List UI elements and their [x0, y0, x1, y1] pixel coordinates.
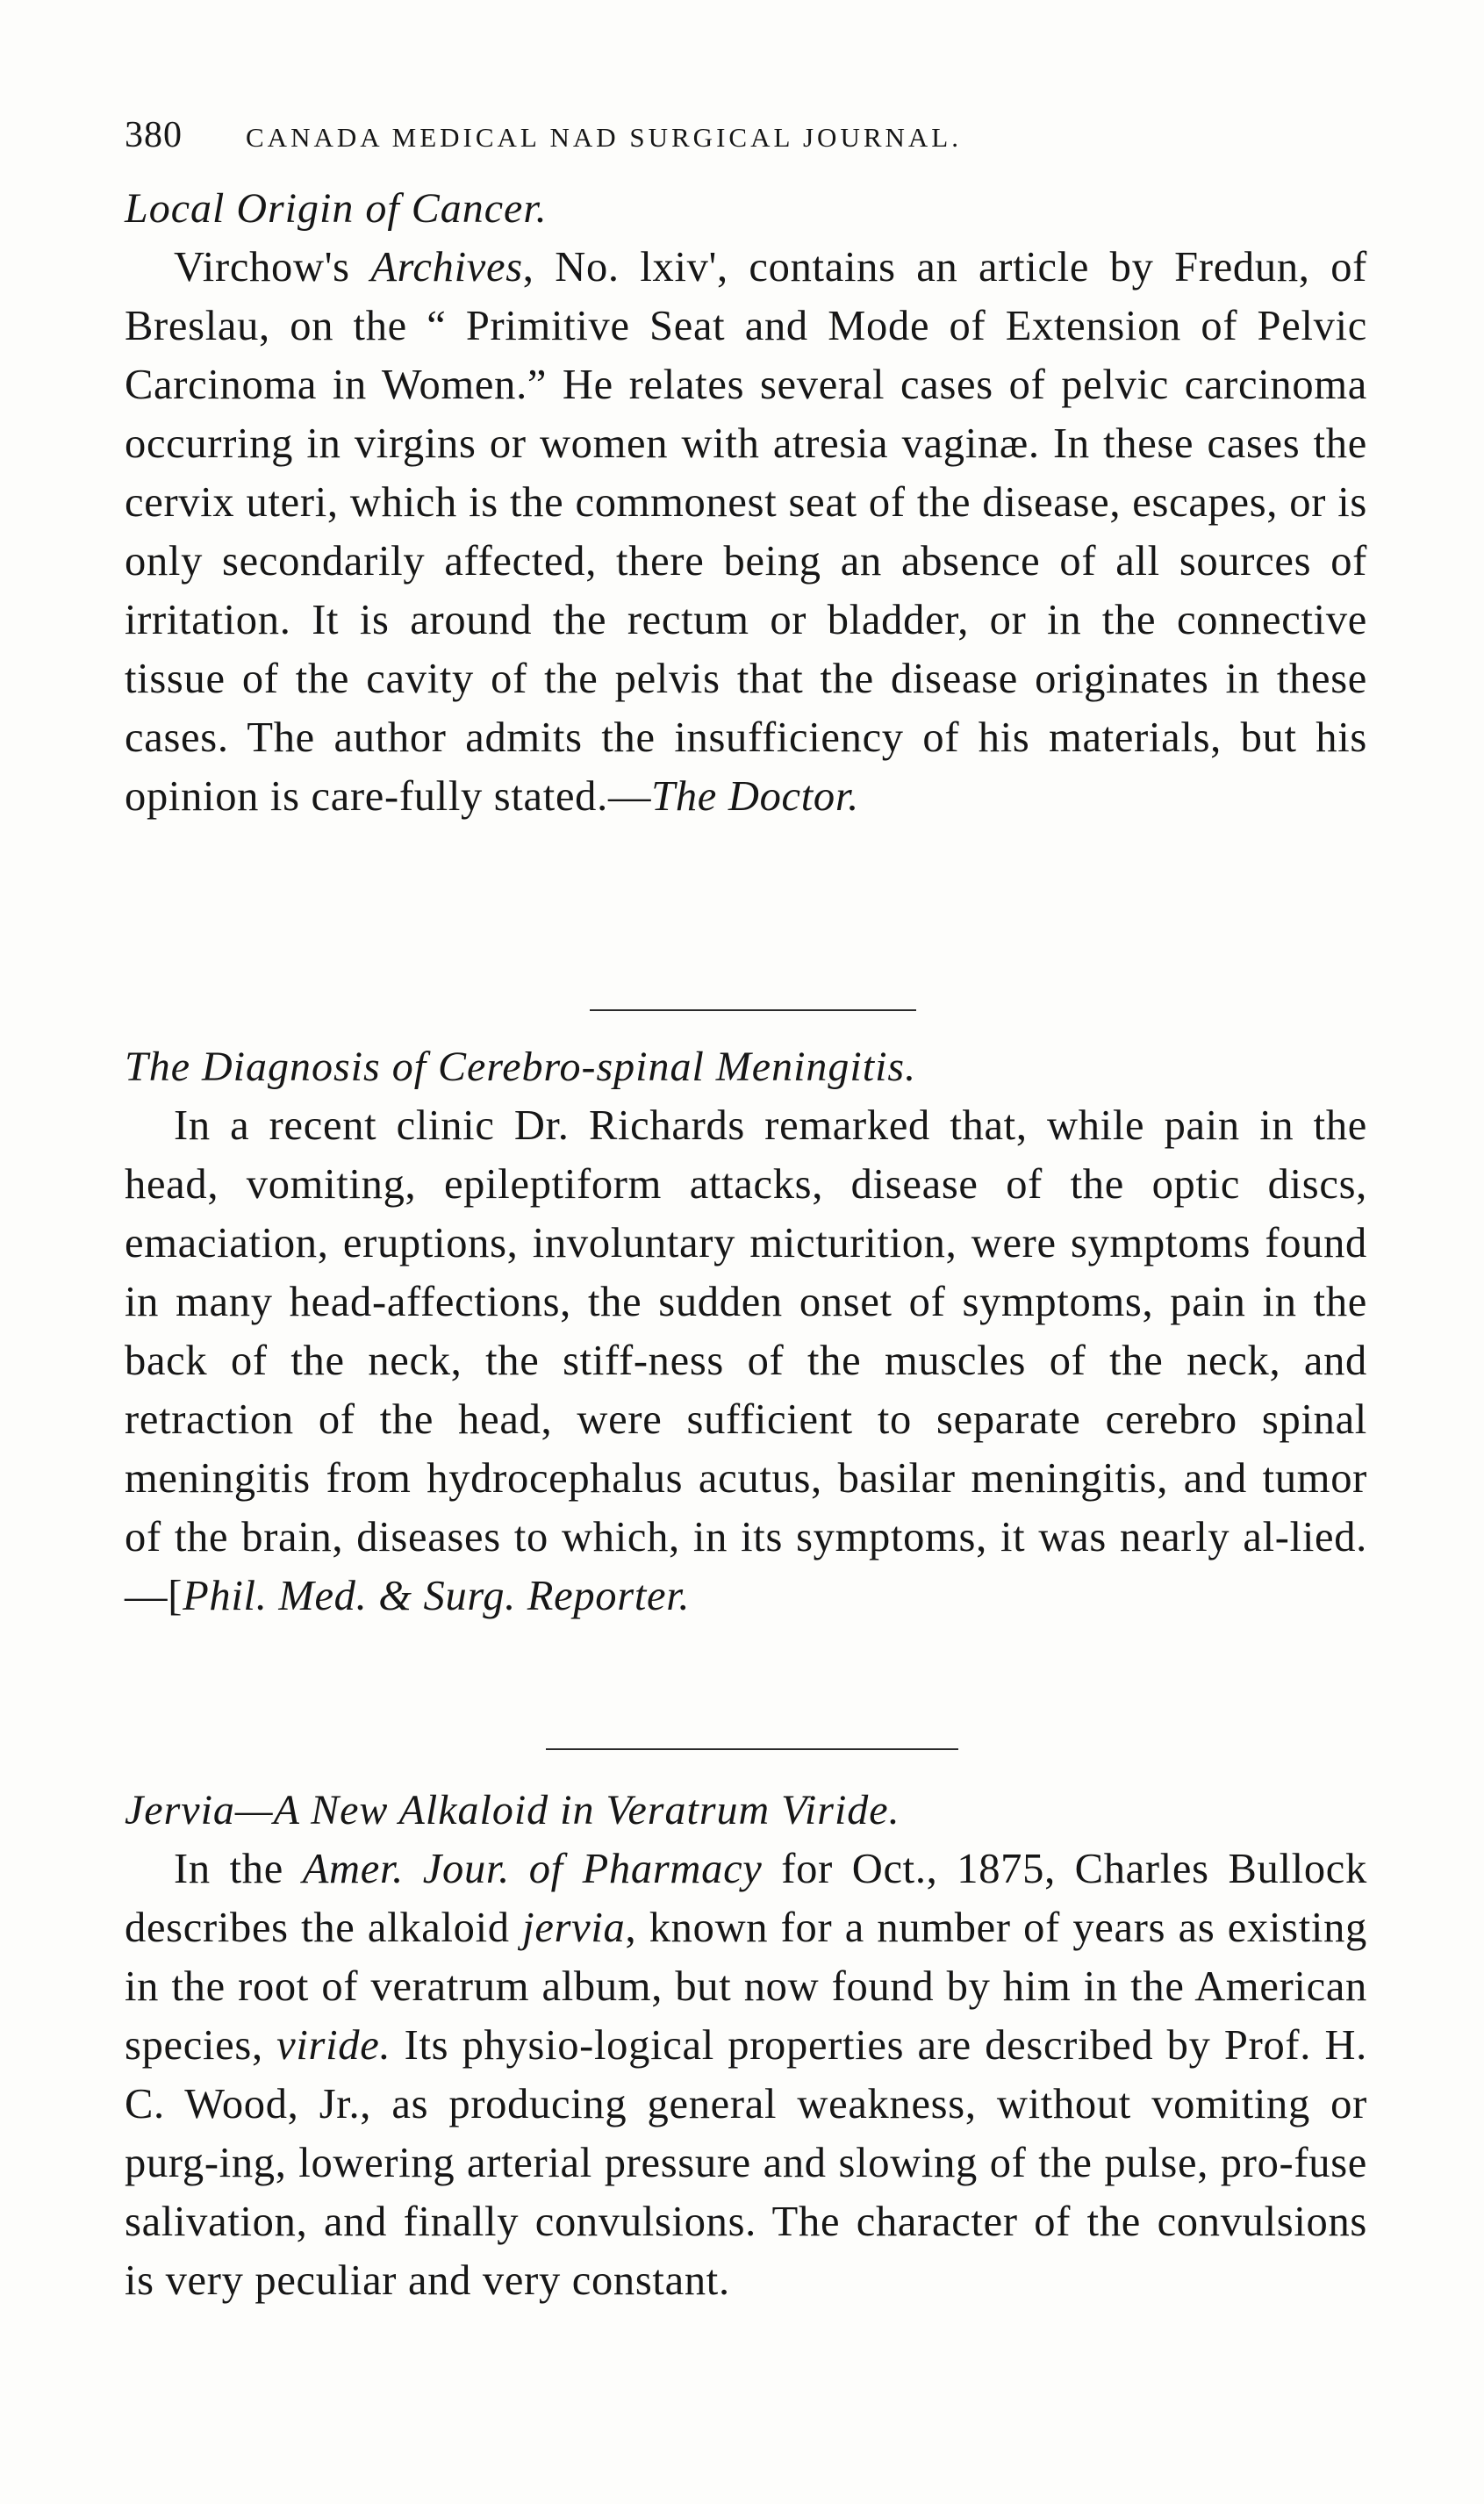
article-title: Local Origin of Cancer.	[125, 185, 548, 232]
italic-text: Amer. Jour. of Pharmacy	[302, 1846, 763, 1892]
body-text: In the	[174, 1846, 303, 1892]
body-text: for Oct., 1875, Charles Bullock describes the alkaloid	[125, 1846, 1367, 1951]
body-text: Its physio-logical properties are described by Prof. H. C. Wood, Jr., as producing general weakness, without vomiting or purg-ing, lowering arterial pressure and slowing of the pulse, pro-fuse salivation, and finally convulsions. The character of the convulsions is very peculiar and very constant.	[125, 2022, 1367, 2304]
page-header	[125, 114, 1371, 167]
page-number: 380	[125, 115, 183, 155]
article-body	[125, 1096, 1367, 1625]
italic-text: viride.	[276, 2022, 391, 2069]
body-text: In a recent clinic Dr. Richards remarked that, while pain in the head, vomiting, epileptiform attacks, disease of the optic discs, emaciation, eruptions, involuntary micturition, were symptoms found in many head-affections, the sudden onset of symptoms, pain in the back of the neck, the stiff-ness of the muscles of the neck, and retraction of the head, were sufficient to separate cerebro spinal meningitis from hydrocephalus acutus, basilar meningitis, and tumor of the brain, diseases to which, in its symptoms, it was nearly al-lied.—[	[125, 1102, 1367, 1619]
article-title: The Diagnosis of Cerebro-spinal Meningitis.	[125, 1044, 917, 1090]
section-divider	[546, 1748, 958, 1750]
section-divider	[590, 1009, 916, 1011]
italic-text: jervia	[522, 1905, 626, 1951]
article-title: Jervia—A New Alkaloid in Veratrum Viride.	[125, 1787, 900, 1833]
italic-text: Phil. Med. & Surg. Reporter.	[183, 1573, 691, 1619]
running-head: CANADA MEDICAL NAD SURGICAL JOURNAL.	[246, 122, 962, 153]
body-text: Virchow's	[174, 244, 371, 291]
article-diagnosis-cerebro-spinal-meningitis	[125, 1043, 1367, 1625]
article-body	[125, 1840, 1367, 2310]
body-text: , No. lxiv', contains an article by Fredun, of Breslau, on the “ Primitive Seat and Mode of Extension of Pelvic Carcinoma in Women.” He relates several cases of pelvic carcinoma occurring in virgins or women with atresia vaginæ. In these cases the cervix uteri, which is the commonest seat of the disease, escapes, or is only secondarily affected, there being an absence of all sources of irritation. It is around the rectum or bladder, or in the connective tissue of the cavity of the pelvis that the disease originates in these cases. The author admits the insufficiency of his materials, but his opinion is care-fully stated.—	[125, 244, 1368, 820]
italic-text: Archives	[370, 244, 523, 291]
article-local-origin-of-cancer	[125, 184, 1367, 826]
article-body	[125, 238, 1367, 826]
italic-text: The Doctor.	[651, 773, 859, 820]
article-jervia-new-alkaloid	[125, 1786, 1367, 2310]
body-text: , known for a number of years as existing in the root of veratrum album, but now found by him in the American species,	[125, 1905, 1367, 2069]
